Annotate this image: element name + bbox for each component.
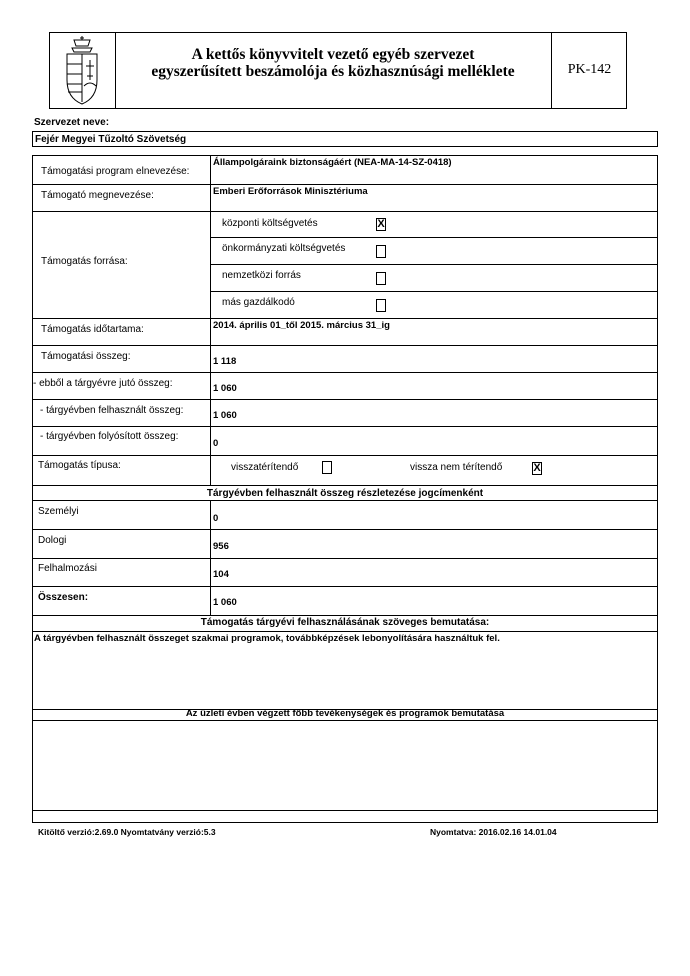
source-other-business-checkbox[interactable]: [376, 299, 386, 312]
source-central-checkbox[interactable]: X: [377, 218, 385, 230]
year-amount-label: - ebből a tárgyévre jutó összeg:: [33, 378, 173, 389]
usage-text: A tárgyévben felhasznált összeget szakmai programok, továbbképzések lebonyolítására használtuk fel.: [34, 633, 500, 644]
program-label: Támogatási program elnevezése:: [41, 166, 190, 177]
source-municipal-label: önkormányzati költségvetés: [222, 243, 346, 254]
type-nonrefundable-checkbox[interactable]: X: [533, 462, 541, 474]
footer-version: Kitöltő verzió:2.69.0 Nyomtatvány verzió:5.3: [38, 827, 216, 837]
breakdown-title: Tárgyévben felhasznált összeg részletezése jogcímenként: [206, 488, 484, 499]
period-value: 2014. április 01_től 2015. március 31_ig: [213, 320, 390, 331]
breakdown-material-label: Dologi: [38, 535, 67, 546]
type-nonrefundable-label: vissza nem térítendő: [410, 462, 503, 473]
breakdown-capital-value: 104: [213, 569, 229, 580]
breakdown-material-value: 956: [213, 541, 229, 552]
amount-label: Támogatási összeg:: [41, 351, 131, 362]
type-label: Támogatás típusa:: [38, 460, 121, 471]
footer-printed: Nyomtatva: 2016.02.16 14.01.04: [430, 827, 557, 837]
program-value: Állampolgáraink biztonságáért (NEA-MA-14-SZ-0418): [213, 157, 452, 168]
form-title-line2: egyszerűsített beszámolója és közhasznúsági melléklete: [151, 63, 515, 80]
type-refundable-label: visszatérítendő: [231, 462, 299, 473]
used-amount-label: - tárgyévben felhasznált összeg:: [40, 405, 184, 416]
period-label: Támogatás időtartama:: [41, 324, 144, 335]
breakdown-capital-label: Felhalmozási: [38, 563, 97, 574]
donor-value: Emberi Erőforrások Minisztériuma: [213, 186, 368, 197]
used-amount-value: 1 060: [213, 410, 237, 421]
amount-value: 1 118: [213, 356, 237, 367]
org-label: Szervezet neve:: [34, 117, 110, 128]
source-label: Támogatás forrása:: [41, 256, 128, 267]
source-municipal-checkbox[interactable]: [376, 245, 386, 258]
form-title-line1: A kettős könyvvitelt vezető egyéb szervezet: [191, 46, 475, 63]
breakdown-total-value: 1 060: [213, 597, 237, 608]
source-international-checkbox[interactable]: [376, 272, 386, 285]
paid-amount-label: - tárgyévben folyósított összeg:: [40, 431, 179, 442]
breakdown-total-label: Összesen:: [38, 592, 89, 603]
source-international-label: nemzetközi forrás: [222, 270, 301, 281]
usage-title: Támogatás tárgyévi felhasználásának szöveges bemutatása:: [200, 617, 490, 628]
breakdown-personnel-label: Személyi: [38, 506, 79, 517]
source-other-business-label: más gazdálkodó: [222, 297, 295, 308]
coat-of-arms-emblem: [60, 36, 104, 106]
org-name-value: Fejér Megyei Tűzoltó Szövetség: [35, 134, 187, 145]
donor-label: Támogató megnevezése:: [41, 190, 154, 201]
type-refundable-checkbox[interactable]: [322, 461, 332, 474]
source-central-label: központi költségvetés: [222, 218, 318, 229]
breakdown-personnel-value: 0: [213, 513, 219, 524]
form-code: PK-142: [567, 62, 612, 77]
year-amount-value: 1 060: [213, 383, 237, 394]
paid-amount-value: 0: [213, 438, 219, 449]
business-title: Az üzleti évben végzett főbb tevékenységek és programok bemutatása: [185, 708, 505, 719]
